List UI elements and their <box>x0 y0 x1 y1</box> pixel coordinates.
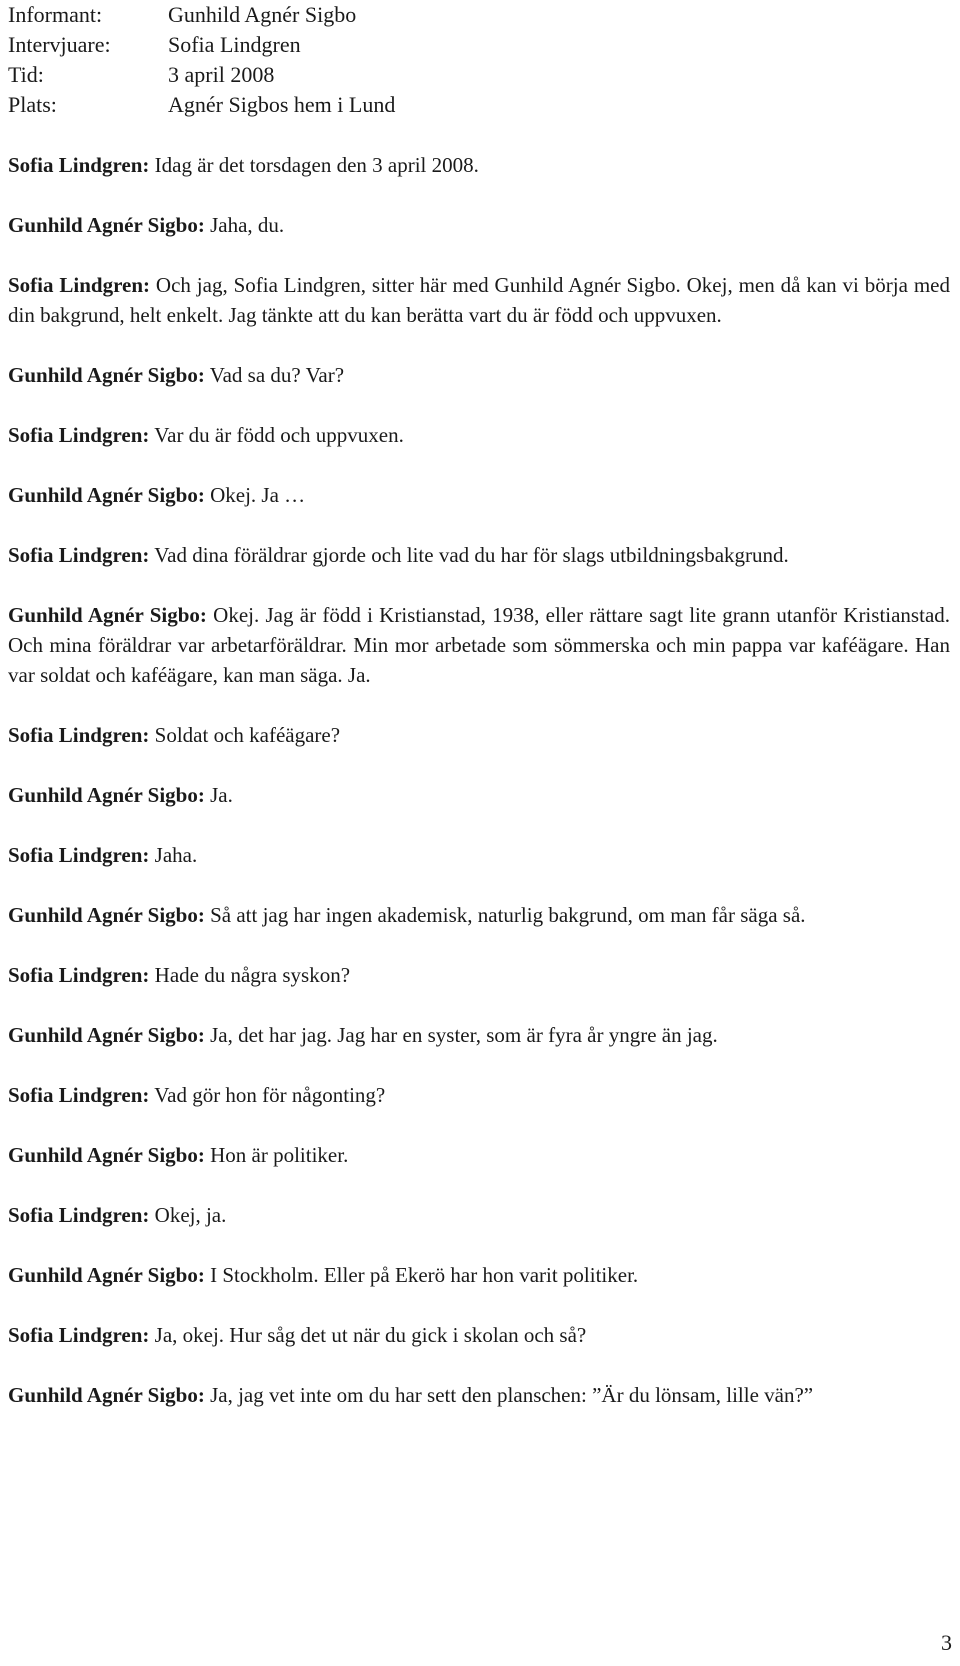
turn-text: Och jag, Sofia Lindgren, sitter här med Gunhild Agnér Sigbo. Okej, men då kan vi börja med din bakgrund, helt enkelt. Jag tänkte att du kan berätta vart du är född och uppvuxen. <box>8 273 950 327</box>
turn-text: Ja, jag vet inte om du har sett den planschen: ”Är du lönsam, lille vän?” <box>210 1383 814 1407</box>
speaker-name: Gunhild Agnér Sigbo: <box>8 1383 205 1407</box>
speaker-name: Sofia Lindgren: <box>8 1323 150 1347</box>
transcript-turn <box>8 210 950 240</box>
turn-text: Hon är politiker. <box>210 1143 349 1167</box>
transcript-turn <box>8 1380 950 1410</box>
transcript-turn <box>8 270 950 330</box>
transcript-turn <box>8 960 950 990</box>
speaker-name: Sofia Lindgren: <box>8 273 151 297</box>
transcript-turn <box>8 1200 950 1230</box>
meta-label: Informant: <box>8 2 103 27</box>
meta-label: Intervjuare: <box>8 32 111 57</box>
turn-text: I Stockholm. Eller på Ekerö har hon varit politiker. <box>210 1263 639 1287</box>
transcript-turn <box>8 1080 950 1110</box>
speaker-name: Gunhild Agnér Sigbo: <box>8 363 205 387</box>
meta-value: Agnér Sigbos hem i Lund <box>168 92 396 117</box>
meta-row-place <box>8 90 528 120</box>
speaker-name: Sofia Lindgren: <box>8 1203 150 1227</box>
transcript-turn <box>8 420 950 450</box>
turn-text: Vad gör hon för någonting? <box>154 1083 386 1107</box>
speaker-name: Gunhild Agnér Sigbo: <box>8 1263 205 1287</box>
speaker-name: Gunhild Agnér Sigbo: <box>8 213 205 237</box>
turn-text: Ja. <box>210 783 233 807</box>
transcript-turn <box>8 1320 950 1350</box>
turn-text: Okej, ja. <box>154 1203 227 1227</box>
transcript-turn <box>8 1020 950 1050</box>
transcript-turn <box>8 720 950 750</box>
transcript-turn <box>8 360 950 390</box>
turn-text: Jaha. <box>154 843 198 867</box>
speaker-name: Gunhild Agnér Sigbo: <box>8 1143 205 1167</box>
speaker-name: Gunhild Agnér Sigbo: <box>8 1023 205 1047</box>
transcript-turn <box>8 900 950 930</box>
transcript-turn <box>8 780 950 810</box>
meta-value: Gunhild Agnér Sigbo <box>168 2 357 27</box>
transcript-turn <box>8 480 950 510</box>
meta-row-time <box>8 60 528 90</box>
speaker-name: Gunhild Agnér Sigbo: <box>8 903 205 927</box>
speaker-name: Sofia Lindgren: <box>8 543 150 567</box>
turn-text: Var du är född och uppvuxen. <box>154 423 404 447</box>
meta-row-informant <box>8 0 528 30</box>
speaker-name: Sofia Lindgren: <box>8 423 150 447</box>
meta-value: Sofia Lindgren <box>168 32 301 57</box>
meta-value: 3 april 2008 <box>168 62 275 87</box>
turn-text: Ja, det har jag. Jag har en syster, som är fyra år yngre än jag. <box>210 1023 718 1047</box>
turn-text: Så att jag har ingen akademisk, naturlig bakgrund, om man får säga så. <box>210 903 806 927</box>
turn-text: Ja, okej. Hur såg det ut när du gick i skolan och så? <box>154 1323 587 1347</box>
interview-metadata <box>8 0 528 120</box>
speaker-name: Sofia Lindgren: <box>8 723 150 747</box>
turn-text: Soldat och kaféägare? <box>154 723 341 747</box>
transcript-turn <box>8 1140 950 1170</box>
speaker-name: Gunhild Agnér Sigbo: <box>8 483 205 507</box>
meta-row-interviewer <box>8 30 528 60</box>
turn-text: Vad sa du? Var? <box>209 363 345 387</box>
meta-label: Plats: <box>8 92 57 117</box>
speaker-name: Sofia Lindgren: <box>8 843 150 867</box>
turn-text: Idag är det torsdagen den 3 april 2008. <box>154 153 479 177</box>
transcript-turn <box>8 600 950 690</box>
turn-text: Okej. Jag är född i Kristianstad, 1938, eller rättare sagt lite grann utanför Kristianstad. Och mina föräldrar var arbetarföräldrar. Min mor arbetade som sömmerska och min pappa var kaféägare. Han var soldat och kaféägare, kan man säga. Ja. <box>8 603 951 687</box>
meta-label: Tid: <box>8 62 44 87</box>
turn-text: Jaha, du. <box>210 213 285 237</box>
turn-text: Vad dina föräldrar gjorde och lite vad du har för slags utbildningsbakgrund. <box>154 543 789 567</box>
speaker-name: Gunhild Agnér Sigbo: <box>8 783 205 807</box>
transcript-turn <box>8 840 950 870</box>
turn-text: Okej. Ja … <box>210 483 306 507</box>
transcript-turn <box>8 540 950 570</box>
speaker-name: Gunhild Agnér Sigbo: <box>8 603 207 627</box>
transcript-turn <box>8 1260 950 1290</box>
page-number: 3 <box>941 1630 952 1655</box>
transcript <box>8 150 950 1440</box>
turn-text: Hade du några syskon? <box>154 963 351 987</box>
transcript-turn <box>8 150 950 180</box>
speaker-name: Sofia Lindgren: <box>8 963 150 987</box>
speaker-name: Sofia Lindgren: <box>8 1083 150 1107</box>
speaker-name: Sofia Lindgren: <box>8 153 150 177</box>
